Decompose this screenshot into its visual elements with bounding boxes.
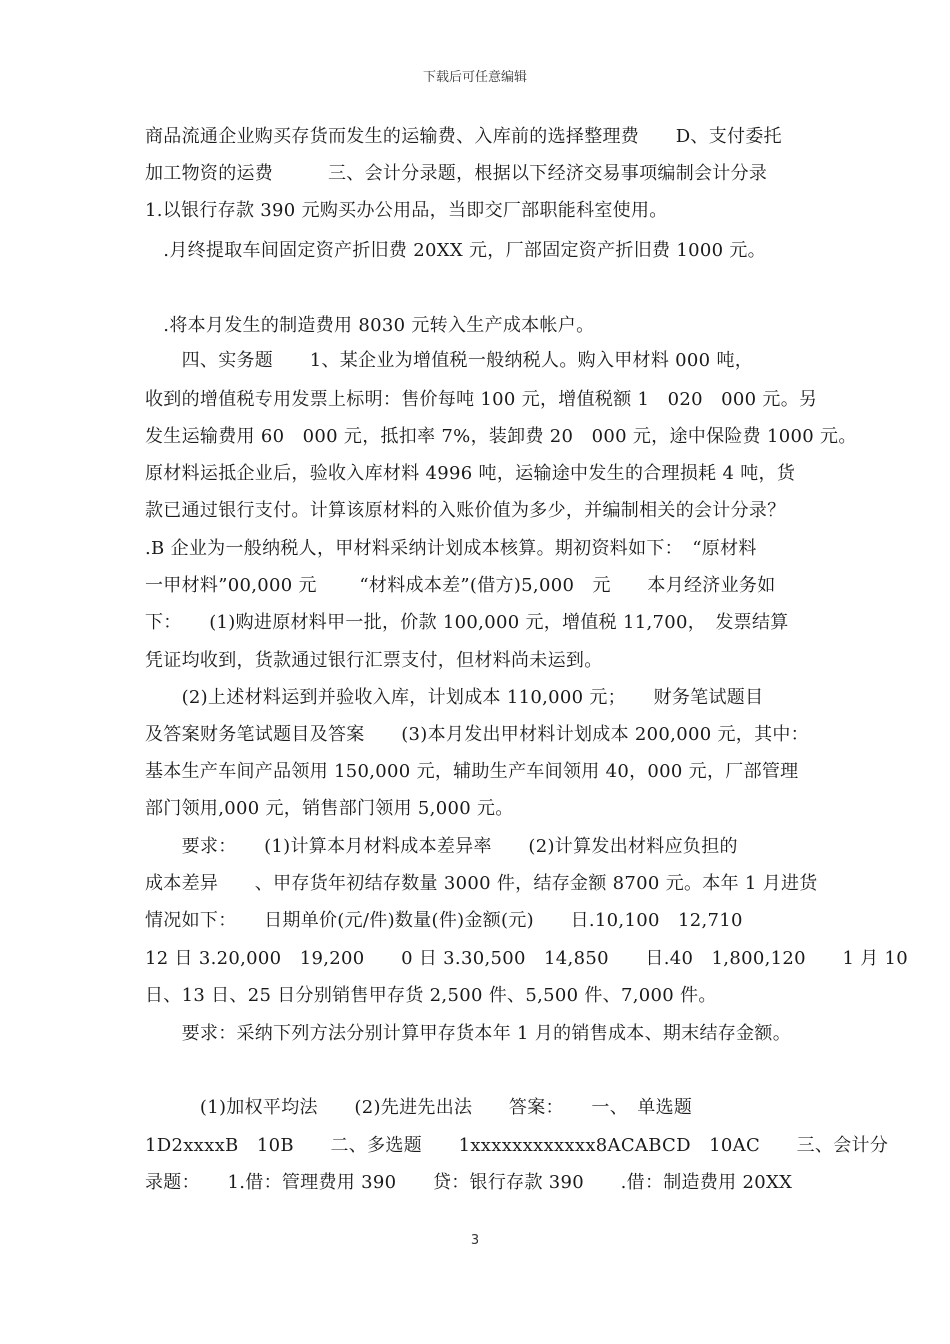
text-line: 12 日 3.20,000 19,200 0 日 3.30,500 14,850 日.40 1,800,120 1 月 10 (145, 948, 909, 969)
text-line: 要求：采纳下列方法分别计算甲存货本年 1 月的销售成本、期末结存金额。 (145, 1023, 791, 1044)
text-line: 1.以银行存款 390 元购买办公用品，当即交厂部职能科室使用。 (145, 200, 668, 221)
text-line: 成本差异 、甲存货年初结存数量 3000 件，结存金额 8700 元。本年 1 月进货 (145, 873, 818, 894)
text-line: 一甲材料”00,000 元 “材料成本差”(借方)5,000 元 本月经济业务如 (145, 575, 776, 596)
text-line: 日、13 日、25 日分别销售甲存货 2,500 件、5,500 件、7,000 件。 (145, 985, 717, 1006)
text-line: .将本月发生的制造费用 8030 元转入生产成本帐户。 (145, 315, 595, 336)
text-line: 及答案财务笔试题目及答案 (3)本月发出甲材料计划成本 200,000 元，其中： (145, 724, 809, 745)
text-line: 下： (1)购进原材料甲一批，价款 100,000 元，增值税 11,700， 发票结算 (145, 612, 789, 633)
text-line: .B 企业为一般纳税人，甲材料采纳计划成本核算。期初资料如下： “原材料 (145, 538, 757, 559)
text-line: 原材料运抵企业后，验收入库材料 4996 吨，运输途中发生的合理损耗 4 吨，货 (145, 463, 796, 484)
text-line: 基本生产车间产品领用 150,000 元，辅助生产车间领用 40，000 元，厂部管理 (145, 761, 799, 782)
text-line: .月终提取车间固定资产折旧费 20XX 元，厂部固定资产折旧费 1000 元。 (145, 240, 766, 261)
text-line: 发生运输费用 60 000 元，抵扣率 7%，装卸费 20 000 元，途中保险费 1000 元。 (145, 426, 857, 447)
text-line: 1D2xxxxB 10B 二、多选题 1xxxxxxxxxxxx8ACABCD 10AC 三、会计分 (145, 1135, 889, 1156)
text-line: 要求： (1)计算本月材料成本差异率 (2)计算发出材料应负担的 (145, 836, 738, 857)
page-number: 3 (470, 1233, 480, 1248)
text-line: 凭证均收到，货款通过银行汇票支付，但材料尚未运到。 (145, 650, 603, 671)
text-line: 情况如下： 日期单价(元/件)数量(件)金额(元) 日.10,100 12,710 (145, 910, 743, 931)
text-line: 部门领用,000 元，销售部门领用 5,000 元。 (145, 798, 514, 819)
text-line: 商品流通企业购买存货而发生的运输费、入库前的选择整理费 D、支付委托 (145, 126, 782, 147)
text-line: 收到的增值税专用发票上标明：售价每吨 100 元，增值税额 1 020 000 元。另 (145, 389, 818, 410)
text-line: (1)加权平均法 (2)先进先出法 答案： 一、 单选题 (145, 1097, 693, 1118)
text-line: 加工物资的运费 三、会计分录题，根据以下经济交易事项编制会计分录 (145, 163, 768, 184)
text-line: 四、实务题 1、某企业为增值税一般纳税人。购入甲材料 000 吨， (145, 350, 754, 371)
page-header: 下载后可任意编辑 (422, 70, 527, 85)
text-line: 款已通过银行支付。计算该原材料的入账价值为多少，并编制相关的会计分录？ (145, 500, 786, 521)
text-line: 录题： 1.借：管理费用 390 贷：银行存款 390 .借：制造费用 20XX (145, 1172, 793, 1193)
text-line: (2)上述材料运到并验收入库，计划成本 110,000 元； 财务笔试题目 (145, 687, 764, 708)
